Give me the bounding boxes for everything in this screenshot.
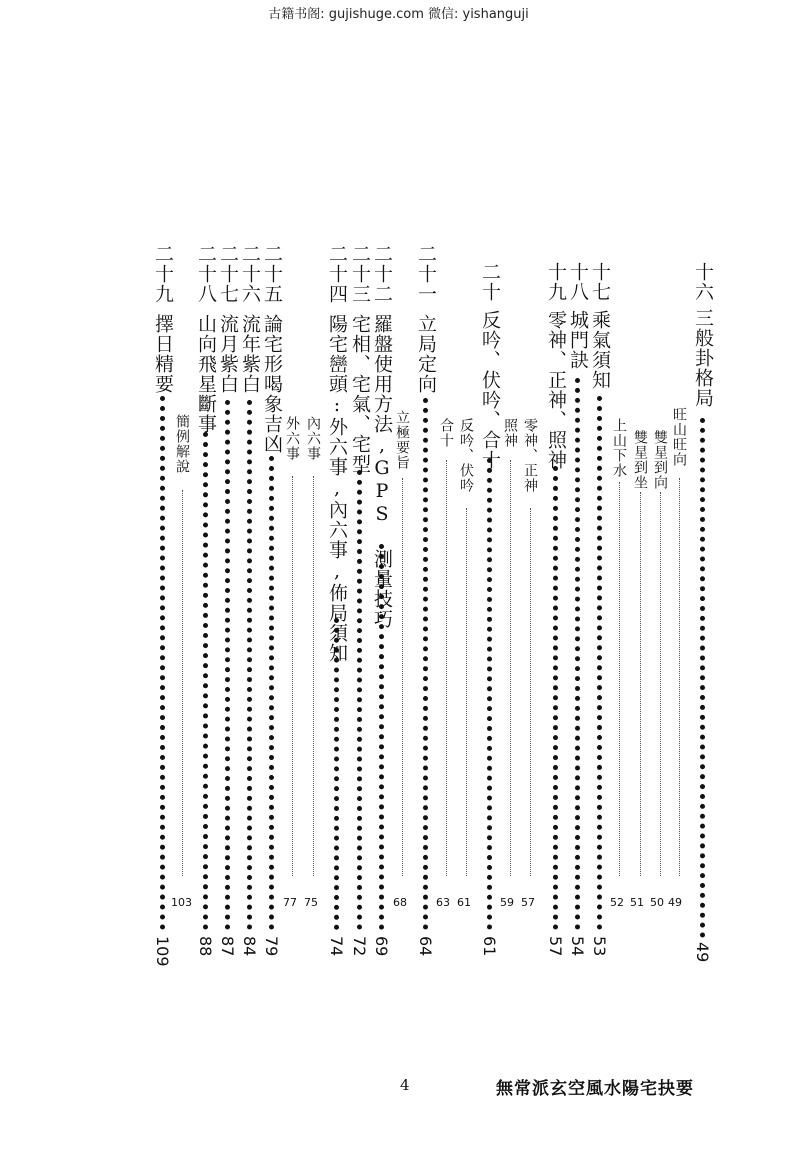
entry-number: 二十五: [261, 244, 283, 304]
sub-leader: [510, 460, 511, 876]
leader-dots: [700, 418, 705, 938]
sub-title: 反吟、伏吟: [458, 418, 474, 493]
sub-page: 77: [283, 896, 297, 909]
sub-page: 49: [668, 896, 682, 909]
sub-title: 外六事: [284, 416, 300, 461]
entry-page: 88: [196, 936, 215, 957]
sub-title: 照神: [502, 418, 518, 448]
sub-page: 68: [393, 896, 407, 909]
sub-title: 雙星到坐: [632, 430, 648, 490]
sub-leader: [446, 460, 447, 876]
sub-leader: [619, 482, 620, 876]
entry-page: 53: [590, 936, 609, 957]
entry-title: 乘氣須知: [589, 310, 611, 390]
leader-dots: [357, 470, 362, 930]
sub-title: 簡例解說: [174, 414, 190, 474]
sub-title: 內六事: [305, 416, 321, 461]
watermark: 古籍书阁: gujishuge.com 微信: yishanguji: [268, 7, 529, 22]
entry-page: 64: [416, 936, 435, 957]
entry-number: 十八: [567, 262, 589, 302]
entry-title: 羅盤使用方法,GPS 測量技巧: [371, 314, 393, 629]
entry-page: 109: [153, 936, 172, 967]
entry-title: 宅相、宅氣、宅型: [349, 314, 371, 474]
entry-title: 擇日精要: [152, 314, 174, 394]
entry-page: 87: [218, 936, 237, 957]
entry-number: 十九: [545, 262, 567, 302]
entry-page: 54: [568, 936, 587, 957]
entry-title: 反吟、伏吟、合十: [479, 310, 501, 470]
entry-page: 84: [240, 936, 259, 957]
entry-title: 流年紫白: [239, 314, 261, 394]
leader-dots: [487, 458, 492, 930]
entry-title: 城門訣: [567, 310, 589, 370]
footer-book-title: 無常派玄空風水陽宅抉要: [496, 1079, 694, 1099]
sub-page: 57: [521, 896, 535, 909]
leader-dots: [269, 456, 274, 930]
sub-title: 零神、正神: [522, 418, 538, 493]
entry-number: 二十九: [152, 244, 174, 304]
entry-page: 74: [327, 936, 346, 957]
sub-title: 合十: [438, 418, 454, 448]
entry-page: 79: [262, 936, 281, 957]
leader-dots: [379, 544, 384, 930]
entry-number: 二十七: [217, 244, 239, 304]
sub-leader: [660, 492, 661, 876]
leader-dots: [203, 432, 208, 930]
sub-page: 63: [436, 896, 450, 909]
sub-page: 103: [171, 896, 192, 909]
leader-dots: [553, 466, 558, 930]
sub-leader: [679, 478, 680, 876]
sub-page: 51: [630, 896, 644, 909]
sub-page: 52: [610, 896, 624, 909]
sub-leader: [466, 508, 467, 876]
sub-title: 上山下水: [611, 418, 627, 478]
entry-number: 二十一: [415, 244, 437, 304]
leader-dots: [225, 400, 230, 930]
sub-leader: [530, 508, 531, 876]
entry-page: 57: [546, 936, 565, 957]
entry-title: 立局定向: [415, 314, 437, 394]
sub-leader: [402, 478, 403, 876]
leader-dots: [160, 396, 165, 930]
entry-number: 二十二: [371, 244, 393, 304]
leader-dots: [575, 378, 580, 930]
entry-title: 零神、正神、照神: [545, 310, 567, 470]
leader-dots: [597, 396, 602, 930]
entry-number: 十六: [692, 262, 714, 302]
entry-title: 論宅形喝象吉凶: [261, 314, 283, 454]
leader-dots: [334, 618, 339, 930]
sub-page: 50: [650, 896, 664, 909]
entry-number: 二十六: [239, 244, 261, 304]
sub-leader: [640, 492, 641, 876]
entry-number: 二十三: [349, 244, 371, 304]
leader-dots: [423, 398, 428, 930]
entry-title: 陽宅巒頭:外六事,內六事,佈局須知: [326, 314, 348, 663]
sub-page: 61: [457, 896, 471, 909]
sub-title: 立極要旨: [394, 410, 410, 470]
footer-page-number: 4: [400, 1076, 410, 1094]
entry-page: 61: [480, 936, 499, 957]
entry-number: 十七: [589, 262, 611, 302]
entry-number: 二十八: [195, 244, 217, 304]
entry-title: 三般卦格局: [692, 308, 714, 408]
sub-title: 雙星到向: [652, 430, 668, 490]
entry-title: 山向飛星斷事: [195, 314, 217, 434]
leader-dots: [247, 400, 252, 930]
entry-number: 二十四: [326, 244, 348, 304]
sub-leader: [313, 476, 314, 876]
entry-page: 49: [693, 942, 712, 963]
entry-page: 69: [372, 936, 391, 957]
sub-page: 75: [304, 896, 318, 909]
entry-page: 72: [350, 936, 369, 957]
entry-number: 二十: [479, 262, 501, 302]
sub-leader: [292, 476, 293, 876]
sub-leader: [182, 490, 183, 876]
entry-title: 流月紫白: [217, 314, 239, 394]
sub-page: 59: [500, 896, 514, 909]
sub-title: 旺山旺向: [671, 407, 687, 467]
